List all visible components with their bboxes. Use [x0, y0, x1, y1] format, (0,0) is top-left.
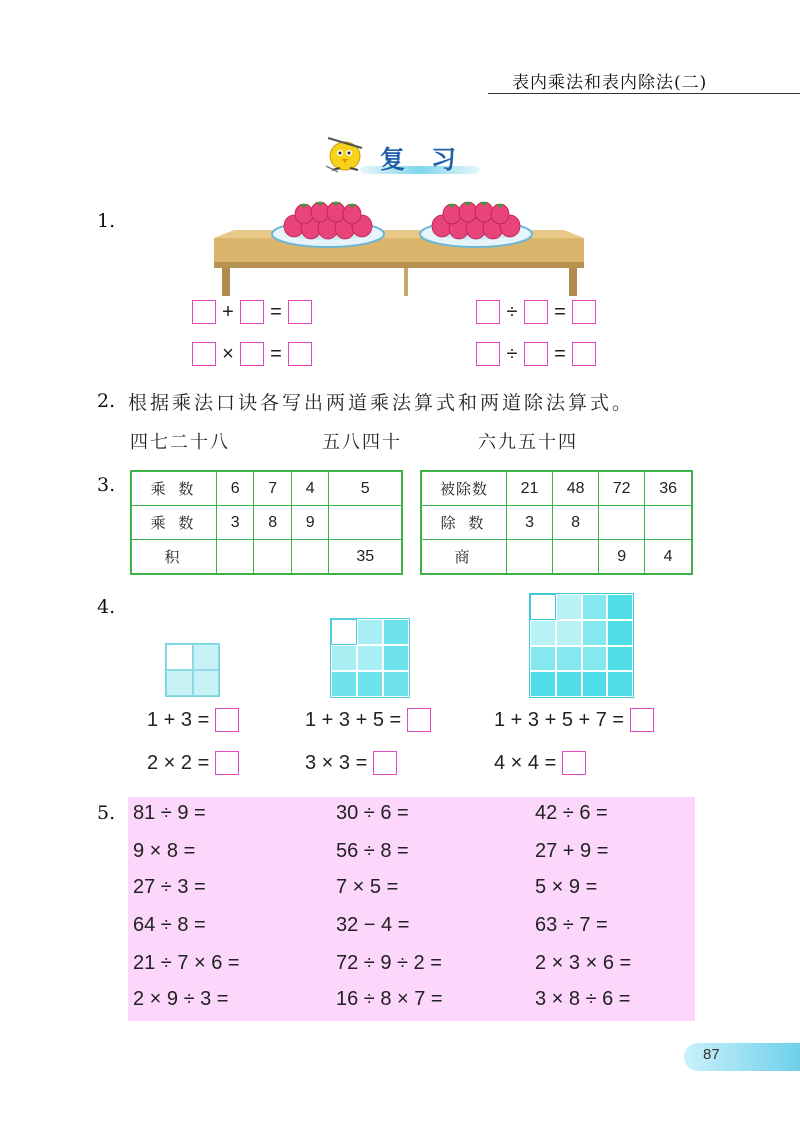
- table-cell: 8: [553, 506, 599, 540]
- equation-text: 1 + 3 + 5 =: [305, 708, 402, 731]
- page-number-tab: [684, 1043, 800, 1071]
- q1-equation-row: [192, 300, 312, 324]
- table-cell: 8: [254, 506, 291, 540]
- table-cell[interactable]: [645, 506, 692, 540]
- table-cell[interactable]: [507, 540, 553, 575]
- table-row: [421, 540, 692, 575]
- answer-box[interactable]: [476, 342, 500, 366]
- table-row: [131, 506, 402, 540]
- equals-sign: =: [270, 300, 282, 323]
- table-cell[interactable]: [291, 540, 328, 575]
- drill-item: 9 × 8 =: [133, 840, 196, 862]
- drill-item: 64 ÷ 8 =: [133, 914, 206, 936]
- answer-box[interactable]: [192, 300, 216, 324]
- equals-sign: =: [270, 342, 282, 365]
- division-table: [420, 470, 693, 575]
- table-cell[interactable]: [217, 540, 254, 575]
- operator: ÷: [506, 300, 518, 323]
- equation-text: 4 × 4 =: [494, 751, 557, 774]
- table-cell: 48: [553, 471, 599, 506]
- multiplication-phrase: 六九五十四: [478, 432, 578, 453]
- q4-product-equation: [147, 751, 239, 775]
- answer-box[interactable]: [215, 751, 239, 775]
- drill-item: 56 ÷ 8 =: [336, 840, 409, 862]
- drill-item: 16 ÷ 8 × 7 =: [336, 988, 443, 1010]
- drill-item: 21 ÷ 7 × 6 =: [133, 952, 240, 974]
- answer-box[interactable]: [630, 708, 654, 732]
- equation-text: 1 + 3 + 5 + 7 =: [494, 708, 625, 731]
- drill-item: 81 ÷ 9 =: [133, 802, 206, 824]
- square-grid-2x2: [165, 643, 220, 697]
- square-grid-4x4: [529, 593, 634, 698]
- q4-product-equation: [494, 751, 586, 775]
- equals-sign: =: [554, 300, 566, 323]
- drill-item: 63 ÷ 7 =: [535, 914, 608, 936]
- question-1-number: 1.: [97, 210, 116, 232]
- table-cell: 除 数: [421, 506, 507, 540]
- table-cell: 5: [329, 471, 402, 506]
- table-cell: 21: [507, 471, 553, 506]
- table-cell[interactable]: [599, 506, 645, 540]
- answer-box[interactable]: [215, 708, 239, 732]
- table-row: [421, 471, 692, 506]
- operator: ×: [222, 342, 234, 365]
- drill-item: 27 ÷ 3 =: [133, 876, 206, 898]
- table-cell: 9: [291, 506, 328, 540]
- answer-box[interactable]: [524, 300, 548, 324]
- table-row: [131, 540, 402, 575]
- question-3-number: 3.: [97, 474, 116, 496]
- table-cell: 35: [329, 540, 402, 575]
- q1-equation-row: [192, 342, 312, 366]
- strawberry-plates-illustration: [214, 196, 594, 296]
- drill-item: 27 + 9 =: [535, 840, 609, 862]
- table-cell: 4: [291, 471, 328, 506]
- drill-item: 30 ÷ 6 =: [336, 802, 409, 824]
- answer-box[interactable]: [240, 342, 264, 366]
- table-cell: 乘 数: [131, 471, 217, 506]
- q4-sum-equation: [494, 708, 654, 732]
- answer-box[interactable]: [240, 300, 264, 324]
- question-2-text: 根据乘法口诀各写出两道乘法算式和两道除法算式。: [128, 392, 635, 414]
- question-2-number: 2.: [97, 390, 116, 412]
- table-cell: 积: [131, 540, 217, 575]
- drill-item: 72 ÷ 9 ÷ 2 =: [336, 952, 442, 974]
- answer-box[interactable]: [476, 300, 500, 324]
- table-cell[interactable]: [553, 540, 599, 575]
- equals-sign: =: [554, 342, 566, 365]
- answer-box[interactable]: [192, 342, 216, 366]
- answer-box[interactable]: [407, 708, 431, 732]
- table-cell: 9: [599, 540, 645, 575]
- table-row: [131, 471, 402, 506]
- table-cell: 6: [217, 471, 254, 506]
- q4-product-equation: [305, 751, 397, 775]
- square-grid-3x3: [330, 618, 410, 698]
- answer-box[interactable]: [572, 300, 596, 324]
- multiplication-table: [130, 470, 403, 575]
- equation-text: 2 × 2 =: [147, 751, 210, 774]
- answer-box[interactable]: [373, 751, 397, 775]
- header-divider: [488, 93, 800, 94]
- drill-item: 2 × 3 × 6 =: [535, 952, 632, 974]
- equation-text: 3 × 3 =: [305, 751, 368, 774]
- drill-item: 5 × 9 =: [535, 876, 598, 898]
- table-cell: 被除数: [421, 471, 507, 506]
- q1-equation-row: [476, 342, 596, 366]
- operator: +: [222, 300, 234, 323]
- drill-item: 2 × 9 ÷ 3 =: [133, 988, 229, 1010]
- operator: ÷: [506, 342, 518, 365]
- section-title: 复习: [380, 145, 483, 174]
- answer-box[interactable]: [288, 342, 312, 366]
- table-cell: 72: [599, 471, 645, 506]
- table-cell: 3: [507, 506, 553, 540]
- question-4-number: 4.: [97, 596, 116, 618]
- chapter-title: 表内乘法和表内除法(二): [512, 73, 708, 93]
- table-cell: 3: [217, 506, 254, 540]
- table-cell: 4: [645, 540, 692, 575]
- multiplication-phrase: 五八四十: [322, 432, 402, 453]
- table-cell[interactable]: [254, 540, 291, 575]
- table-cell: 7: [254, 471, 291, 506]
- table-cell[interactable]: [329, 506, 402, 540]
- multiplication-phrase: 四七二十八: [130, 432, 230, 453]
- drill-item: 7 × 5 =: [336, 876, 399, 898]
- table-row: [421, 506, 692, 540]
- q1-equation-row: [476, 300, 596, 324]
- question-5-number: 5.: [97, 802, 116, 824]
- answer-box[interactable]: [562, 751, 586, 775]
- answer-box[interactable]: [572, 342, 596, 366]
- equation-text: 1 + 3 =: [147, 708, 210, 731]
- table-cell: 36: [645, 471, 692, 506]
- drill-item: 3 × 8 ÷ 6 =: [535, 988, 631, 1010]
- page-number: 87: [703, 1046, 720, 1063]
- drill-item: 32 − 4 =: [336, 914, 410, 936]
- q4-sum-equation: [147, 708, 239, 732]
- table-cell: 商: [421, 540, 507, 575]
- q4-sum-equation: [305, 708, 431, 732]
- table-cell: 乘 数: [131, 506, 217, 540]
- answer-box[interactable]: [288, 300, 312, 324]
- drill-item: 42 ÷ 6 =: [535, 802, 608, 824]
- answer-box[interactable]: [524, 342, 548, 366]
